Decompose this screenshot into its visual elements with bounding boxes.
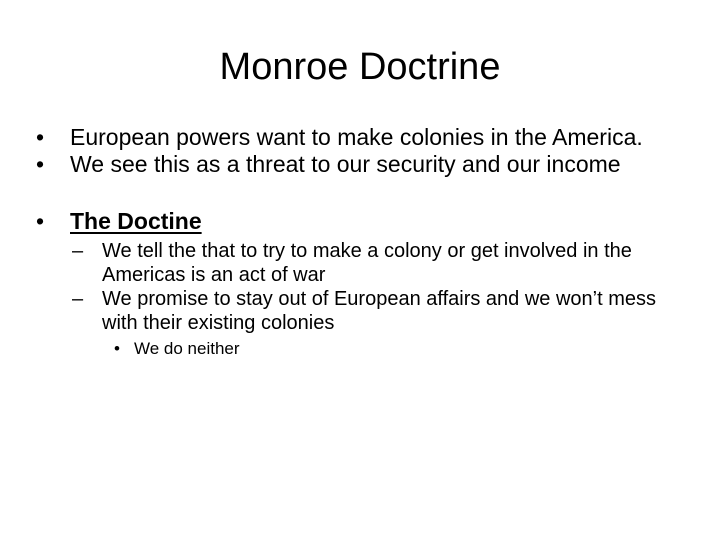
bullet-text: We see this as a threat to our security and our income — [70, 151, 621, 177]
bullet-item-2 — [0, 151, 660, 178]
bullet-item-3 — [0, 208, 660, 235]
bullet-item-1 — [0, 124, 660, 151]
sub-sub-bullet-text: We do neither — [134, 339, 240, 358]
bullet-text: European powers want to make colonies in the America. — [70, 124, 643, 150]
dash-marker: – — [72, 288, 84, 310]
bullet-heading: The Doctine — [70, 208, 202, 234]
dash-marker: – — [72, 240, 84, 262]
sub-bullet-text: We tell the that to try to make a colony or get involved in the Americas is an act of war — [102, 240, 632, 286]
bullet-marker: • — [36, 151, 45, 177]
bullet-marker: • — [36, 208, 45, 234]
sub-bullet-item-1 — [0, 239, 662, 287]
slide-title: Monroe Doctrine — [219, 46, 501, 88]
slide-body — [0, 124, 720, 359]
bullet-marker: • — [114, 339, 120, 358]
sub-bullet-item-2 — [0, 287, 662, 335]
sub-bullet-text: We promise to stay out of European affairs and we won’t mess with their existing colonies — [102, 288, 656, 334]
bullet-marker: • — [36, 124, 45, 150]
sub-sub-bullet-item-1 — [0, 339, 674, 359]
